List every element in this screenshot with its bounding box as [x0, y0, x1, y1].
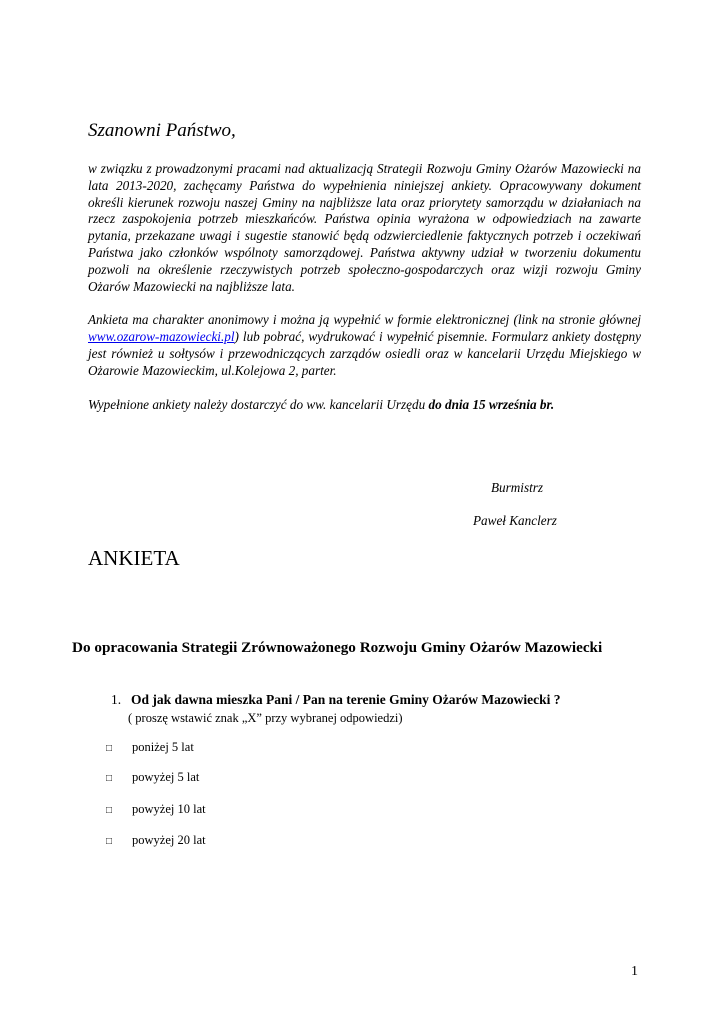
letter-paragraph-2: [88, 312, 641, 379]
paragraph-2-text-end: ) lub pobrać, wydrukować i wypełnić pisemnie. Formularz ankiety dostępny jest również u sołtysów i przewodniczących zarządów osiedli oraz w kancelarii Urzędu Miejskiego w Ożarowie Mazowieckim, ul.Kolejowa 2, parter.: [88, 329, 641, 378]
option-under-5-years[interactable]: [106, 740, 194, 755]
letter-paragraph-1: w związku z prowadzonymi pracami nad aktualizacją Strategii Rozwoju Gminy Ożarów Mazowiecki na lata 2013-2020, zachęcamy Państwa do wypełnienia niniejszej ankiety. Opracowywany dokument określi kierunek rozwoju naszej Gminy na najbliższe lata oraz priorytety samorządu w działaniach na rzecz zaspokojenia potrzeb mieszkańców. Państwa opinia wyrażona w odpowiedziach na zawarte pytania, przekazane uwagi i sugestie stanowić będą odzwierciedlenie faktycznych potrzeb i oczekiwań Państwa jako członków wspólnoty samorządowej. Państwa aktywny udział w tworzeniu dokumentu pozwoli na określenie rzeczywistych potrzeb społeczno-gospodarczych oraz wizji rozwoju Gminy Ożarów Mazowiecki na najbliższe lata.: [88, 161, 641, 294]
page-number: 1: [631, 964, 638, 979]
question-1-number: 1.: [111, 692, 122, 707]
letter-paragraph-3: [88, 397, 641, 414]
option-label: poniżej 5 lat: [132, 740, 194, 754]
option-label: powyżej 10 lat: [132, 802, 206, 816]
option-over-20-years[interactable]: [106, 833, 206, 848]
option-label: powyżej 20 lat: [132, 833, 206, 847]
website-link[interactable]: www.ozarow-mazowiecki.pl: [88, 329, 235, 345]
letter-body: [88, 161, 641, 430]
question-1-hint: ( proszę wstawić znak „X” przy wybranej odpowiedzi): [128, 711, 403, 725]
option-over-10-years[interactable]: [106, 802, 206, 817]
question-1-text: Od jak dawna mieszka Pani / Pan na terenie Gminy Ożarów Mazowiecki ?: [131, 692, 561, 707]
signature-name: Paweł Kanclerz: [473, 513, 557, 528]
survey-subtitle: Do opracowania Strategii Zrównoważonego Rozwoju Gminy Ożarów Mazowiecki: [72, 639, 603, 656]
greeting: Szanowni Państwo,: [88, 120, 236, 141]
option-over-5-years[interactable]: [106, 770, 199, 785]
deadline-text: do dnia 15 września br.: [428, 396, 555, 412]
checkbox-icon[interactable]: □: [106, 836, 113, 847]
checkbox-icon[interactable]: □: [106, 805, 113, 816]
signature-title: Burmistrz: [491, 480, 544, 495]
checkbox-icon[interactable]: □: [106, 743, 113, 754]
checkbox-icon[interactable]: □: [106, 773, 113, 784]
paragraph-3-text: Wypełnione ankiety należy dostarczyć do ww. kancelarii Urzędu: [88, 396, 429, 412]
survey-title: ANKIETA: [88, 546, 180, 570]
option-label: powyżej 5 lat: [132, 770, 200, 784]
paragraph-2-text-start: Ankieta ma charakter anonimowy i można ją wypełnić w formie elektronicznej (link na stronie głównej: [88, 312, 641, 328]
